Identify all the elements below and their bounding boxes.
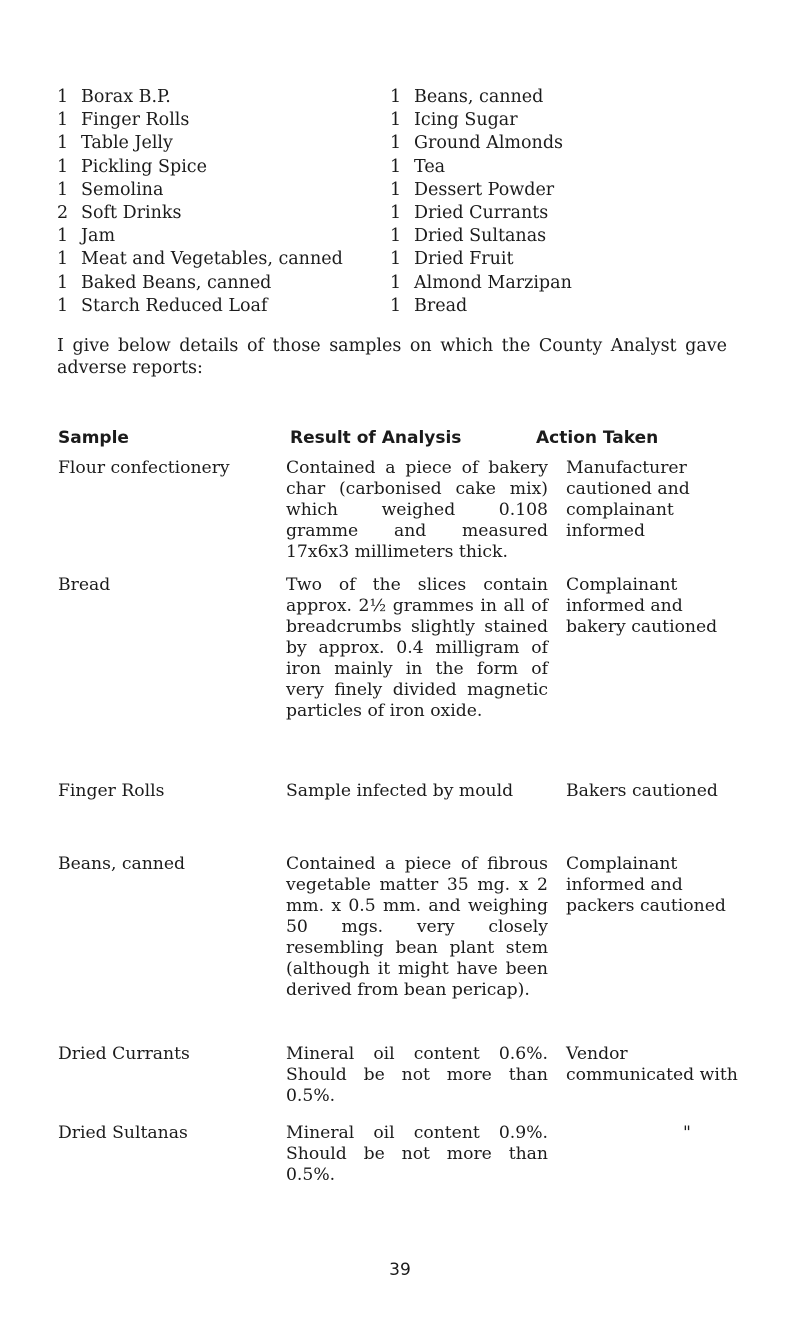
list-item bbox=[390, 132, 572, 155]
result-cell: Contained a piece of bakery char (carbonised cake mix) which weighed 0.108 gramme and measured 17x6x3 millimeters thick. bbox=[286, 458, 548, 562]
sample-cell: Bread bbox=[58, 575, 111, 595]
intro-paragraph: I give below details of those samples on which the County Analyst gave adverse reports: bbox=[57, 336, 727, 378]
sample-cell: Finger Rolls bbox=[58, 781, 165, 801]
list-item bbox=[57, 295, 343, 318]
item-quantity: 1 bbox=[57, 249, 69, 270]
item-name: Dried Currants bbox=[414, 202, 549, 223]
action-cell: Bakers cautioned bbox=[566, 781, 718, 801]
action-cell: Complainant informed and bakery cautioned bbox=[566, 575, 718, 637]
ditto-mark: " bbox=[683, 1123, 691, 1143]
list-item bbox=[57, 132, 343, 155]
action-cell: Vendor communicated with bbox=[566, 1044, 738, 1085]
item-name: Dessert Powder bbox=[414, 179, 555, 200]
item-name: Jam bbox=[81, 226, 116, 247]
list-item bbox=[57, 156, 343, 179]
list-item bbox=[390, 86, 572, 109]
list-item bbox=[390, 179, 572, 202]
result-cell: Mineral oil content 0.9%. Should be not more than 0.5%. bbox=[286, 1123, 548, 1185]
item-quantity: 1 bbox=[390, 272, 402, 293]
column-header-action: Action Taken bbox=[536, 428, 659, 448]
result-cell: Sample infected by mould bbox=[286, 781, 514, 801]
item-name: Bread bbox=[414, 295, 468, 316]
sample-cell: Flour confectionery bbox=[58, 458, 230, 478]
item-name: Ground Almonds bbox=[414, 133, 564, 154]
sample-cell: Dried Sultanas bbox=[58, 1123, 188, 1143]
item-quantity: 1 bbox=[390, 110, 402, 131]
list-item bbox=[390, 225, 572, 248]
result-cell: Two of the slices contain approx. 2½ grammes in all of breadcrumbs slightly stained by approx. 0.4 milligram of iron mainly in the form of very finely divided magnetic particles of iron oxide. bbox=[286, 575, 548, 721]
column-header-result: Result of Analysis bbox=[290, 428, 462, 448]
item-quantity: 1 bbox=[57, 87, 69, 107]
list-item bbox=[57, 179, 343, 202]
item-name: Semolina bbox=[81, 179, 164, 200]
item-name: Finger Rolls bbox=[81, 110, 190, 131]
item-quantity: 1 bbox=[390, 249, 402, 270]
item-quantity: 1 bbox=[390, 87, 402, 107]
item-quantity: 1 bbox=[57, 156, 69, 177]
item-quantity: 1 bbox=[390, 295, 402, 316]
item-name: Icing Sugar bbox=[414, 110, 518, 131]
item-quantity: 1 bbox=[390, 133, 402, 154]
item-name: Dried Sultanas bbox=[414, 226, 547, 247]
item-quantity: 1 bbox=[390, 156, 402, 177]
list-item bbox=[57, 248, 343, 271]
list-item bbox=[57, 272, 343, 295]
item-quantity: 2 bbox=[57, 202, 69, 223]
item-name: Meat and Vegetables, canned bbox=[81, 249, 343, 270]
item-name: Borax B.P. bbox=[81, 87, 171, 107]
item-name: Dried Fruit bbox=[414, 249, 514, 270]
item-name: Almond Marzipan bbox=[414, 272, 572, 293]
item-quantity: 1 bbox=[57, 179, 69, 200]
item-name: Beans, canned bbox=[414, 87, 544, 107]
list-item bbox=[57, 109, 343, 132]
item-name: Table Jelly bbox=[81, 133, 173, 154]
samples-column-right bbox=[390, 86, 572, 318]
list-item bbox=[390, 202, 572, 225]
item-quantity: 1 bbox=[390, 226, 402, 247]
list-item bbox=[390, 295, 572, 318]
sample-cell: Beans, canned bbox=[58, 854, 186, 874]
item-name: Pickling Spice bbox=[81, 156, 207, 177]
item-name: Starch Reduced Loaf bbox=[81, 295, 268, 316]
item-name: Soft Drinks bbox=[81, 202, 182, 223]
result-cell: Contained a piece of fibrous vegetable matter 35 mg. x 2 mm. x 0.5 mm. and weighing 50 mgs. very closely resembling bean plant stem (although it might have been derived from bean pericap). bbox=[286, 854, 548, 1000]
list-item bbox=[57, 86, 343, 109]
list-item bbox=[57, 225, 343, 248]
list-item bbox=[390, 156, 572, 179]
list-item bbox=[57, 202, 343, 225]
item-name: Baked Beans, canned bbox=[81, 272, 272, 293]
list-item bbox=[390, 248, 572, 271]
item-quantity: 1 bbox=[57, 226, 69, 247]
action-cell: Complainant informed and packers cautioned bbox=[566, 854, 726, 916]
item-quantity: 1 bbox=[390, 179, 402, 200]
item-quantity: 1 bbox=[57, 272, 69, 293]
item-quantity: 1 bbox=[57, 295, 69, 316]
item-quantity: 1 bbox=[57, 110, 69, 131]
list-item bbox=[390, 272, 572, 295]
page-number: 39 bbox=[389, 1260, 411, 1280]
item-quantity: 1 bbox=[57, 133, 69, 154]
item-name: Tea bbox=[414, 156, 446, 177]
list-item bbox=[390, 109, 572, 132]
table-header bbox=[0, 428, 800, 454]
item-quantity: 1 bbox=[390, 202, 402, 223]
sample-cell: Dried Currants bbox=[58, 1044, 190, 1064]
action-cell: Manufacturer cautioned and complainant informed bbox=[566, 458, 690, 541]
result-cell: Mineral oil content 0.6%. Should be not more than 0.5%. bbox=[286, 1044, 548, 1106]
samples-column-left bbox=[57, 86, 343, 318]
column-header-sample: Sample bbox=[58, 428, 129, 448]
